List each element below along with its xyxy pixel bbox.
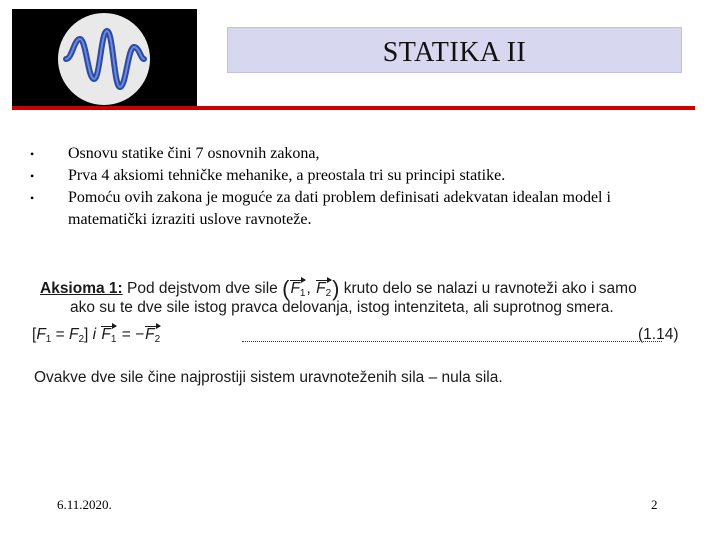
axiom-heading: Aksioma 1:	[40, 280, 123, 297]
page-number: 2	[651, 497, 658, 512]
bullet-text: Prva 4 aksiomi tehničke mehanike, a preostala tri su principi statike.	[68, 167, 506, 184]
bullet-marker: •	[30, 191, 35, 205]
oscilloscope-wave-icon	[12, 9, 197, 109]
title-box	[227, 27, 682, 73]
vector-f1: $F_1$	[101, 326, 117, 345]
bullet-item	[30, 143, 680, 165]
axiom-conclusion: Ovakve dve sile čine najprostiji sistem uravnoteženih sila – nula sila.	[34, 369, 503, 386]
vector-f1: $F_1$	[290, 280, 306, 299]
footer-date: 6.11.2020.	[57, 497, 112, 512]
axiom-line-1: Aksioma 1: Pod dejstvom dve sile ($F_1$, $F_2$) kruto delo se nalazi u ravnoteži ako i samo	[40, 276, 637, 301]
axiom-text: Pod dejstvom dve sile	[127, 280, 278, 297]
slide-title: STATIKA II	[382, 37, 527, 68]
axiom-line-2: ako su te dve sile istog pravca delovanja, istog intenziteta, ali suprotnog smera.	[70, 299, 614, 316]
vector-f2: $F_2$	[145, 326, 161, 345]
equation-leader-dots	[242, 331, 662, 342]
bullet-text: Pomoću ovih zakona je moguće za dati problem definisati adekvatan idealan model i matematički izraziti uslove ravnoteže.	[68, 189, 611, 228]
axiom-text: kruto delo se nalazi u ravnoteži ako i samo	[343, 280, 637, 297]
equation-number: (1.14)	[638, 326, 679, 343]
bullet-marker: •	[30, 147, 35, 161]
bullet-marker: •	[30, 169, 35, 183]
vector-f2: $F_2$	[316, 280, 332, 299]
logo	[12, 9, 197, 109]
bullet-text: Osnovu statike čini 7 osnovnih zakona,	[68, 145, 320, 162]
header-divider	[12, 106, 695, 110]
axiom-equation: $[F_1 = F_2]$ i $F_1 = -F_2$	[32, 326, 161, 345]
bullet-list	[30, 143, 680, 231]
bullet-item	[30, 187, 680, 231]
bullet-item	[30, 165, 680, 187]
